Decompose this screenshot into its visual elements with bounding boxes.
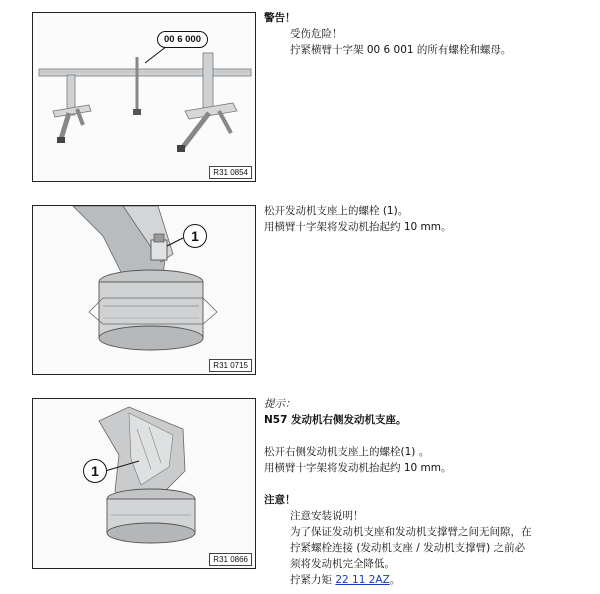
callout-bolt-1: 1 [83, 459, 107, 483]
hint-label: 提示： [264, 398, 296, 410]
right-engine-mount-illustration [33, 399, 255, 568]
section1-text [264, 10, 584, 58]
crossbeam-illustration [33, 13, 255, 181]
torque-line [264, 572, 584, 588]
instruction-line: 松开发动机支座上的螺栓 (1)。 [264, 205, 409, 217]
instruction-line: 松开右侧发动机支座上的螺栓(1) 。 [264, 446, 430, 458]
figure-reference: R31 0854 [209, 166, 252, 179]
figure-reference: R31 0866 [209, 553, 252, 566]
instruction-line: 用横臂十字架将发动机抬起约 10 mm。 [264, 462, 452, 474]
section2-text [264, 203, 584, 235]
figure-right-engine-mount [32, 398, 256, 569]
figure-crossbeam [32, 12, 256, 182]
section3-text [264, 396, 584, 588]
torque-prefix: 拧紧力矩 [290, 574, 332, 586]
warning-line: 受伤危险！ [290, 28, 343, 40]
note-line: 为了保证发动机支座和发动机支撑臂之间无间隙，在 [290, 526, 532, 538]
torque-spec-link[interactable]: 22 11 2AZ [335, 574, 390, 586]
callout-bolt-1: 1 [183, 224, 207, 248]
note-line: 拧紧螺栓连接 (发动机支座 / 发动机支撑臂) 之前必 [290, 542, 526, 554]
tool-number-callout: 00 6 000 [157, 31, 208, 48]
torque-suffix: 。 [389, 574, 401, 586]
note-label: 注意！ [264, 494, 296, 506]
instruction-line: 用横臂十字架将发动机抬起约 10 mm。 [264, 221, 452, 233]
warning-line: 拧紧横臂十字架 00 6 001 的所有螺栓和螺母。 [290, 44, 512, 56]
figure-engine-mount [32, 205, 256, 375]
hint-title: N57 发动机右侧发动机支座。 [264, 414, 407, 426]
note-line: 注意安装说明！ [290, 510, 364, 522]
engine-mount-illustration [33, 206, 255, 374]
warning-label: 警告！ [264, 12, 296, 24]
figure-reference: R31 0715 [209, 359, 252, 372]
note-line: 须将发动机完全降低。 [290, 558, 395, 570]
